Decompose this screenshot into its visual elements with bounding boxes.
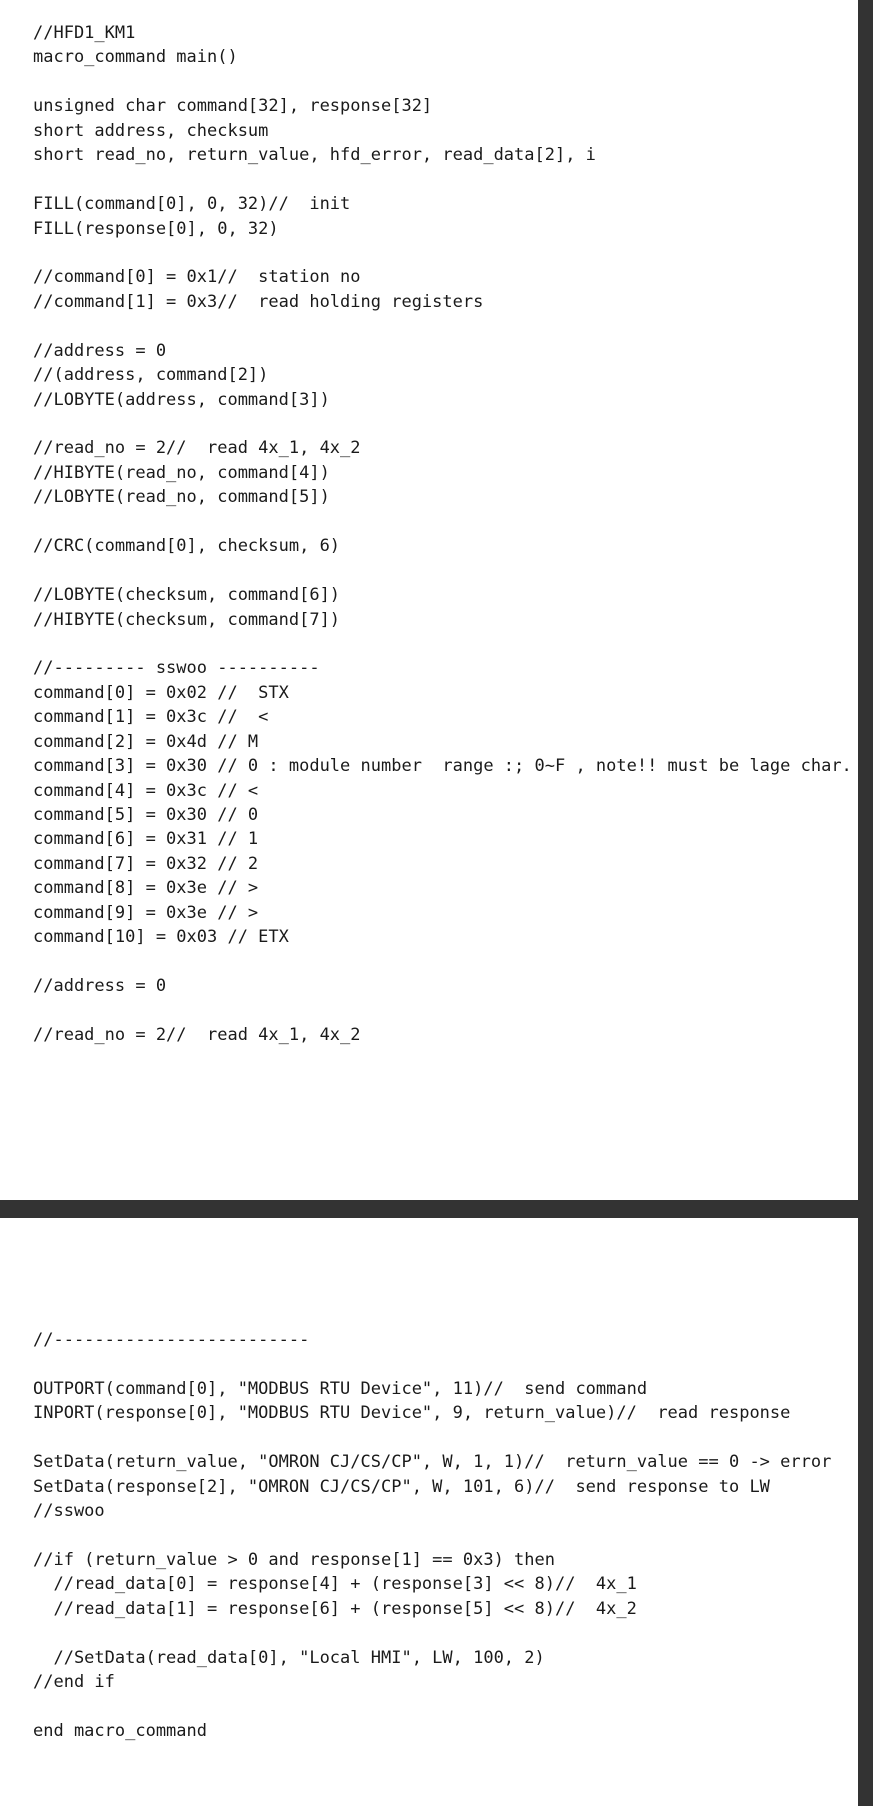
- code-line: //CRC(command[0], checksum, 6): [33, 536, 341, 557]
- code-line: //command[0] = 0x1// station no: [33, 267, 361, 288]
- code-block-page-1: [33, 21, 852, 1047]
- code-line: //LOBYTE(address, command[3]): [33, 389, 330, 410]
- code-line: command[8] = 0x3e // >: [33, 878, 259, 899]
- code-line: [33, 950, 852, 974]
- code-line: unsigned char command[32], response[32]: [33, 96, 433, 117]
- code-line: [33, 241, 852, 265]
- code-line: INPORT(response[0], "MODBUS RTU Device", 9, return_value)// read response: [33, 1403, 791, 1424]
- code-line: //--------- sswoo ----------: [33, 658, 320, 679]
- code-line: [33, 1621, 831, 1645]
- code-line: command[4] = 0x3c // <: [33, 780, 259, 801]
- code-line: OUTPORT(command[0], "MODBUS RTU Device", 11)// send command: [33, 1378, 648, 1399]
- code-line: command[0] = 0x02 // STX: [33, 682, 289, 703]
- code-line: SetData(response[2], "OMRON CJ/CS/CP", W, 101, 6)// send response to LW: [33, 1476, 770, 1497]
- code-line: [33, 1524, 831, 1548]
- code-line: command[10] = 0x03 // ETX: [33, 927, 289, 948]
- code-line: command[7] = 0x32 // 2: [33, 853, 259, 874]
- code-block-page-2: [33, 1328, 831, 1743]
- code-line: command[3] = 0x30 // 0 : module number range :; 0~F , note!! must be lage char.: [33, 756, 852, 777]
- code-line: //read_data[0] = response[4] + (response[3] << 8)// 4x_1: [33, 1574, 637, 1595]
- code-line: //LOBYTE(checksum, command[6]): [33, 585, 341, 606]
- code-line: [33, 168, 852, 192]
- code-line: [33, 559, 852, 583]
- code-line: //HFD1_KM1: [33, 23, 136, 43]
- code-line: //command[1] = 0x3// read holding registers: [33, 291, 484, 312]
- code-line: //if (return_value > 0 and response[1] == 0x3) then: [33, 1549, 555, 1570]
- code-line: [33, 632, 852, 656]
- code-line: macro_command main(): [33, 47, 238, 68]
- code-line: //read_no = 2// read 4x_1, 4x_2: [33, 1024, 361, 1045]
- code-line: //address = 0: [33, 976, 167, 997]
- code-line: //sswoo: [33, 1501, 105, 1522]
- scrollbar-track[interactable]: [858, 0, 873, 1806]
- code-line: //-------------------------: [33, 1330, 310, 1350]
- code-line: [33, 1695, 831, 1719]
- code-line: //read_no = 2// read 4x_1, 4x_2: [33, 438, 361, 459]
- code-line: command[5] = 0x30 // 0: [33, 805, 259, 825]
- code-line: [33, 510, 852, 534]
- code-line: short address, checksum: [33, 120, 269, 141]
- code-line: command[9] = 0x3e // >: [33, 902, 259, 923]
- page-separator: [0, 1200, 858, 1218]
- code-line: [33, 412, 852, 436]
- code-line: FILL(command[0], 0, 32)// init: [33, 194, 351, 215]
- code-line: command[1] = 0x3c // <: [33, 707, 269, 728]
- code-line: //LOBYTE(read_no, command[5]): [33, 487, 330, 508]
- code-line: [33, 1352, 831, 1376]
- code-line: FILL(response[0], 0, 32): [33, 218, 279, 239]
- code-line: //SetData(read_data[0], "Local HMI", LW, 100, 2): [33, 1647, 545, 1668]
- code-line: [33, 314, 852, 338]
- code-line: //HIBYTE(read_no, command[4]): [33, 462, 330, 483]
- document-page-2: [0, 1218, 858, 1806]
- code-line: command[2] = 0x4d // M: [33, 731, 259, 752]
- code-line: [33, 1426, 831, 1450]
- code-line: [33, 999, 852, 1023]
- code-line: short read_no, return_value, hfd_error, read_data[2], i: [33, 145, 596, 166]
- code-line: //end if: [33, 1672, 115, 1693]
- code-line: //read_data[1] = response[6] + (response[5] << 8)// 4x_2: [33, 1598, 637, 1619]
- code-line: [33, 70, 852, 94]
- code-line: //address = 0: [33, 340, 167, 361]
- code-line: end macro_command: [33, 1721, 207, 1741]
- code-line: //(address, command[2]): [33, 365, 269, 386]
- code-line: //HIBYTE(checksum, command[7]): [33, 609, 341, 630]
- code-line: SetData(return_value, "OMRON CJ/CS/CP", W, 1, 1)// return_value == 0 -> error: [33, 1452, 832, 1473]
- code-line: command[6] = 0x31 // 1: [33, 829, 259, 850]
